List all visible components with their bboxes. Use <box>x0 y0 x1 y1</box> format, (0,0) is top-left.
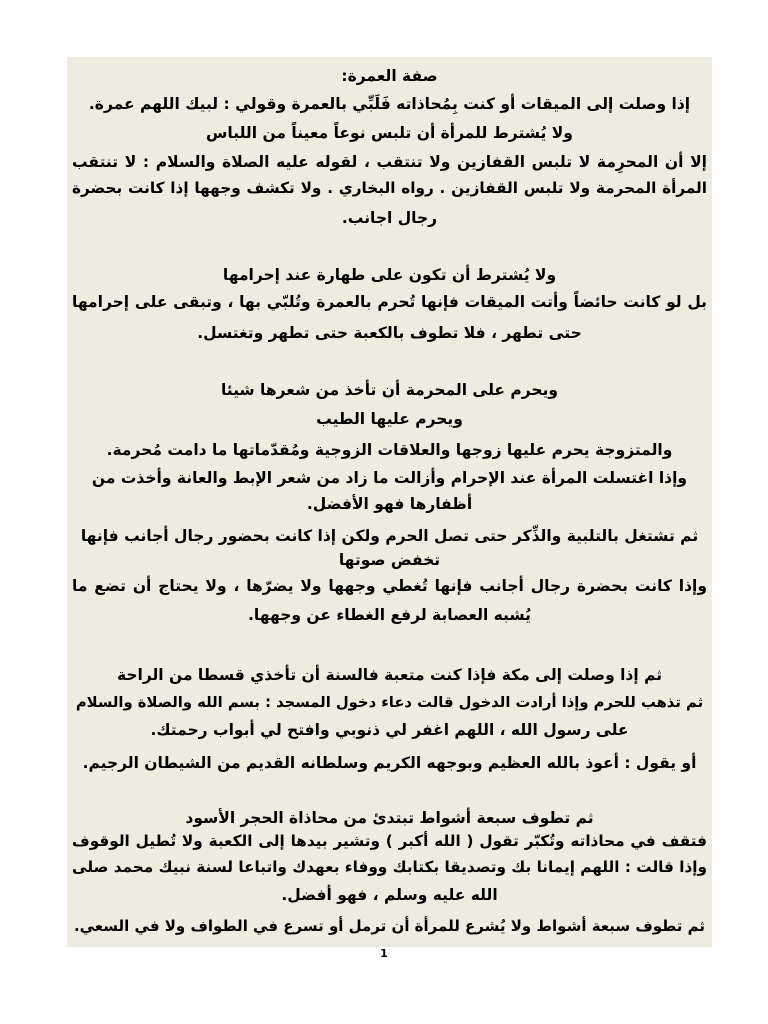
paragraph-line: يُشبه العصابة لرفع الغطاء عن وجهها. <box>248 606 531 624</box>
paragraph-line: وإذا قالت : اللهم إيمانا بك وتصديقا بكتابك ووفاء بعهدك واتباعا لسنة نبيك محمد صلى <box>72 858 707 876</box>
document-body <box>67 57 712 947</box>
paragraph-line: ثم تطوف سبعة أشواط ولا يُشرع للمرأة أن ترمل أو تسرع في الطواف ولا في السعي. <box>73 917 706 935</box>
paragraph-line: وإذا كانت بحضرة رجال أجانب فإنها تُغطي وجهها ولا يضرّها ، ولا يحتاج أن تضع ما <box>72 577 707 595</box>
paragraph-line: ولا يُشترط أن تكون على طهارة عند إحرامها <box>222 266 557 284</box>
paragraph-line: ثم تطوف سبعة أشواط تبتدئ من محاذاة الحجر الأسود <box>185 809 594 827</box>
paragraph-line: الله عليه وسلم ، فهو أفضل. <box>281 886 498 904</box>
paragraph-line: ثم تذهب للحرم وإذا أرادت الدخول قالت دعاء دخول المسجد : بسم الله والصلاة والسلام <box>75 694 704 711</box>
paragraph-line: ثم إذا وصلت إلى مكة فإذا كنت متعبة فالسنة أن تأخذي قسطا من الراحة <box>116 666 663 684</box>
page-title: صفة العمرة: <box>341 67 438 85</box>
paragraph-line: على رسول الله ، اللهم اغفر لي ذنوبي وافتح لي أبواب رحمتك. <box>150 721 629 739</box>
paragraph-line: ويحرم عليها الطيب <box>316 410 463 428</box>
paragraph-line: تخفض صوتها <box>338 551 441 569</box>
paragraph-line: بل لو كانت حائضاً وأتت الميقات فإنها تُحرم بالعمرة وتُلبّي بها ، وتبقى على إحرامها <box>72 293 707 311</box>
paragraph-line: ويحرم على المحرمة أن تأخذ من شعرها شيئا <box>220 381 559 399</box>
paragraph-line: ثم تشتغل بالتلبية والذِّكر حتى تصل الحرم ولكن إذا كانت بحضور رجال أجانب فإنها <box>80 527 699 545</box>
paragraph-line: رجال اجانب. <box>341 209 438 227</box>
paragraph-line: المرأة المحرمة ولا تلبس القفازين . رواه البخاري . ولا تكشف وجهها إذا كانت بحضرة <box>72 179 707 197</box>
paragraph-line: حتى تطهر ، فلا تطوف بالكعبة حتى تطهر وتغتسل. <box>197 324 582 342</box>
paragraph-line: أظفارها فهو الأفضل. <box>306 495 473 513</box>
paragraph-line: أو يقول : أعوذ بالله العظيم وبوجهه الكريم وسلطانه القديم من الشيطان الرجيم. <box>82 754 697 772</box>
paragraph-line: إلا أن المحرِمة لا تلبس القفازين ولا تنتقب ، لقوله عليه الصلاة والسلام : لا تنتقب <box>72 153 707 171</box>
paragraph-line: ولا يُشترط للمرأة أن تلبس نوعاً معيناً من اللباس <box>206 124 573 142</box>
paragraph-line: إذا وصلت إلى الميقات أو كنت بِمُحاذاته فَلَبِّي بالعمرة وقولي : لبيك اللهم عمرة. <box>88 95 691 113</box>
paragraph-line: فتقف في محاذاته وتُكبّر تقول ( الله أكبر ) وتشير بيدها إلى الكعبة ولا تُطيل الوقوف <box>72 832 707 850</box>
paragraph-line: وإذا اغتسلت المرأة عند الإحرام وأزالت ما زاد من شعر الإبط والعانة وأخذت من <box>91 469 688 487</box>
page-number: 1 <box>380 947 388 960</box>
paragraph-line: والمتزوجة يحرم عليها زوجها والعلاقات الزوجية ومُقدّماتها ما دامت مُحرمة. <box>106 441 673 459</box>
